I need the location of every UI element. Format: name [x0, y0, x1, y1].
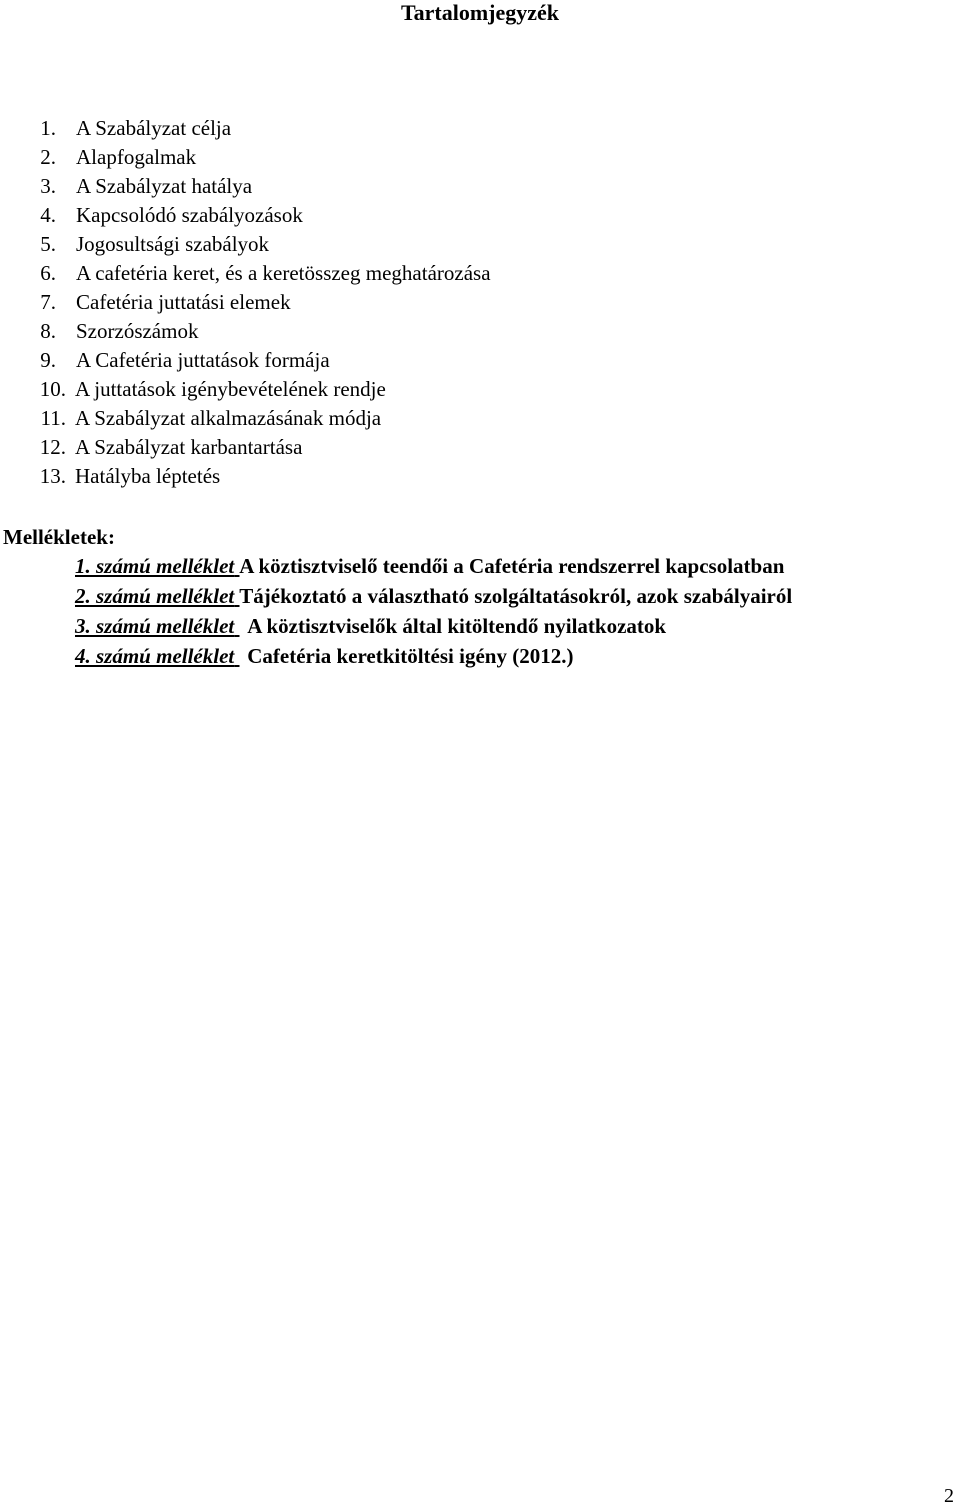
annex-heading: Mellékletek: [3, 525, 115, 549]
toc-item [0, 346, 491, 375]
toc-item-number: 9. [40, 348, 56, 372]
toc-item [0, 433, 491, 462]
annex-underline-gap [234, 611, 243, 641]
toc-item [0, 375, 491, 404]
toc-item [0, 288, 491, 317]
toc-item-number: 2. [40, 145, 56, 169]
toc-item-label: A Szabályzat alkalmazásának módja [75, 406, 382, 430]
toc-item-number: 11. [40, 406, 66, 430]
annex-reference: 4. számú melléklet [75, 644, 235, 668]
toc-item-label: A Szabályzat hatálya [76, 174, 253, 198]
toc-item-label: Szorzószámok [76, 319, 199, 343]
toc-item [0, 259, 491, 288]
toc-item-number: 6. [40, 261, 56, 285]
page-title: Tartalomjegyzék [400, 0, 560, 25]
toc-item-label: Hatályba léptetés [75, 464, 221, 488]
toc-item-number: 13. [39, 464, 66, 488]
page-number: 2 [944, 1485, 954, 1507]
annex-reference: 2. számú melléklet [75, 584, 235, 608]
annex-item [75, 581, 792, 611]
toc-item-number: 4. [40, 203, 56, 227]
toc-item [0, 172, 491, 201]
annex-label: Cafetéria keretkitöltési igény (2012.) [247, 644, 574, 668]
annex-label: A köztisztviselő teendői a Cafetéria rendszerrel kapcsolatban [239, 554, 785, 578]
toc-item [0, 230, 491, 259]
annex-item [75, 611, 792, 641]
toc-item [0, 462, 491, 491]
toc-item-label: A juttatások igénybevételének rendje [75, 377, 386, 401]
annex-reference: 3. számú melléklet [75, 614, 235, 638]
annex-item [75, 551, 792, 581]
annex-label: A köztisztviselők által kitöltendő nyilatkozatok [247, 614, 667, 638]
toc-item-number: 10. [39, 377, 66, 401]
annex-reference: 1. számú melléklet [75, 554, 235, 578]
toc-item [0, 143, 491, 172]
toc-item-label: A Szabályzat karbantartása [75, 435, 303, 459]
toc-item-label: Alapfogalmak [76, 145, 197, 169]
toc-item-number: 7. [40, 290, 56, 314]
toc-item-number: 3. [40, 174, 56, 198]
toc-item [0, 404, 491, 433]
toc-item-number: 1. [40, 116, 56, 140]
toc-item-number: 5. [40, 232, 56, 256]
annex-underline-gap [234, 641, 243, 671]
toc-item-number: 12. [39, 435, 66, 459]
toc-item [0, 201, 491, 230]
annex-item [75, 641, 792, 671]
toc-item-label: Jogosultsági szabályok [76, 232, 270, 256]
toc-item-label: A Szabályzat célja [76, 116, 232, 140]
toc-item [0, 114, 491, 143]
toc-item-label: Cafetéria juttatási elemek [76, 290, 291, 314]
toc-item [0, 317, 491, 346]
toc-item-label: A cafetéria keret, és a keretösszeg meghatározása [76, 261, 491, 285]
toc-item-label: Kapcsolódó szabályozások [76, 203, 303, 227]
table-of-contents [0, 114, 491, 491]
annex-list [75, 551, 792, 671]
toc-item-label: A Cafetéria juttatások formája [76, 348, 330, 372]
annex-label: Tájékoztató a választható szolgáltatásokról, azok szabályairól [239, 584, 793, 608]
toc-item-number: 8. [40, 319, 56, 343]
